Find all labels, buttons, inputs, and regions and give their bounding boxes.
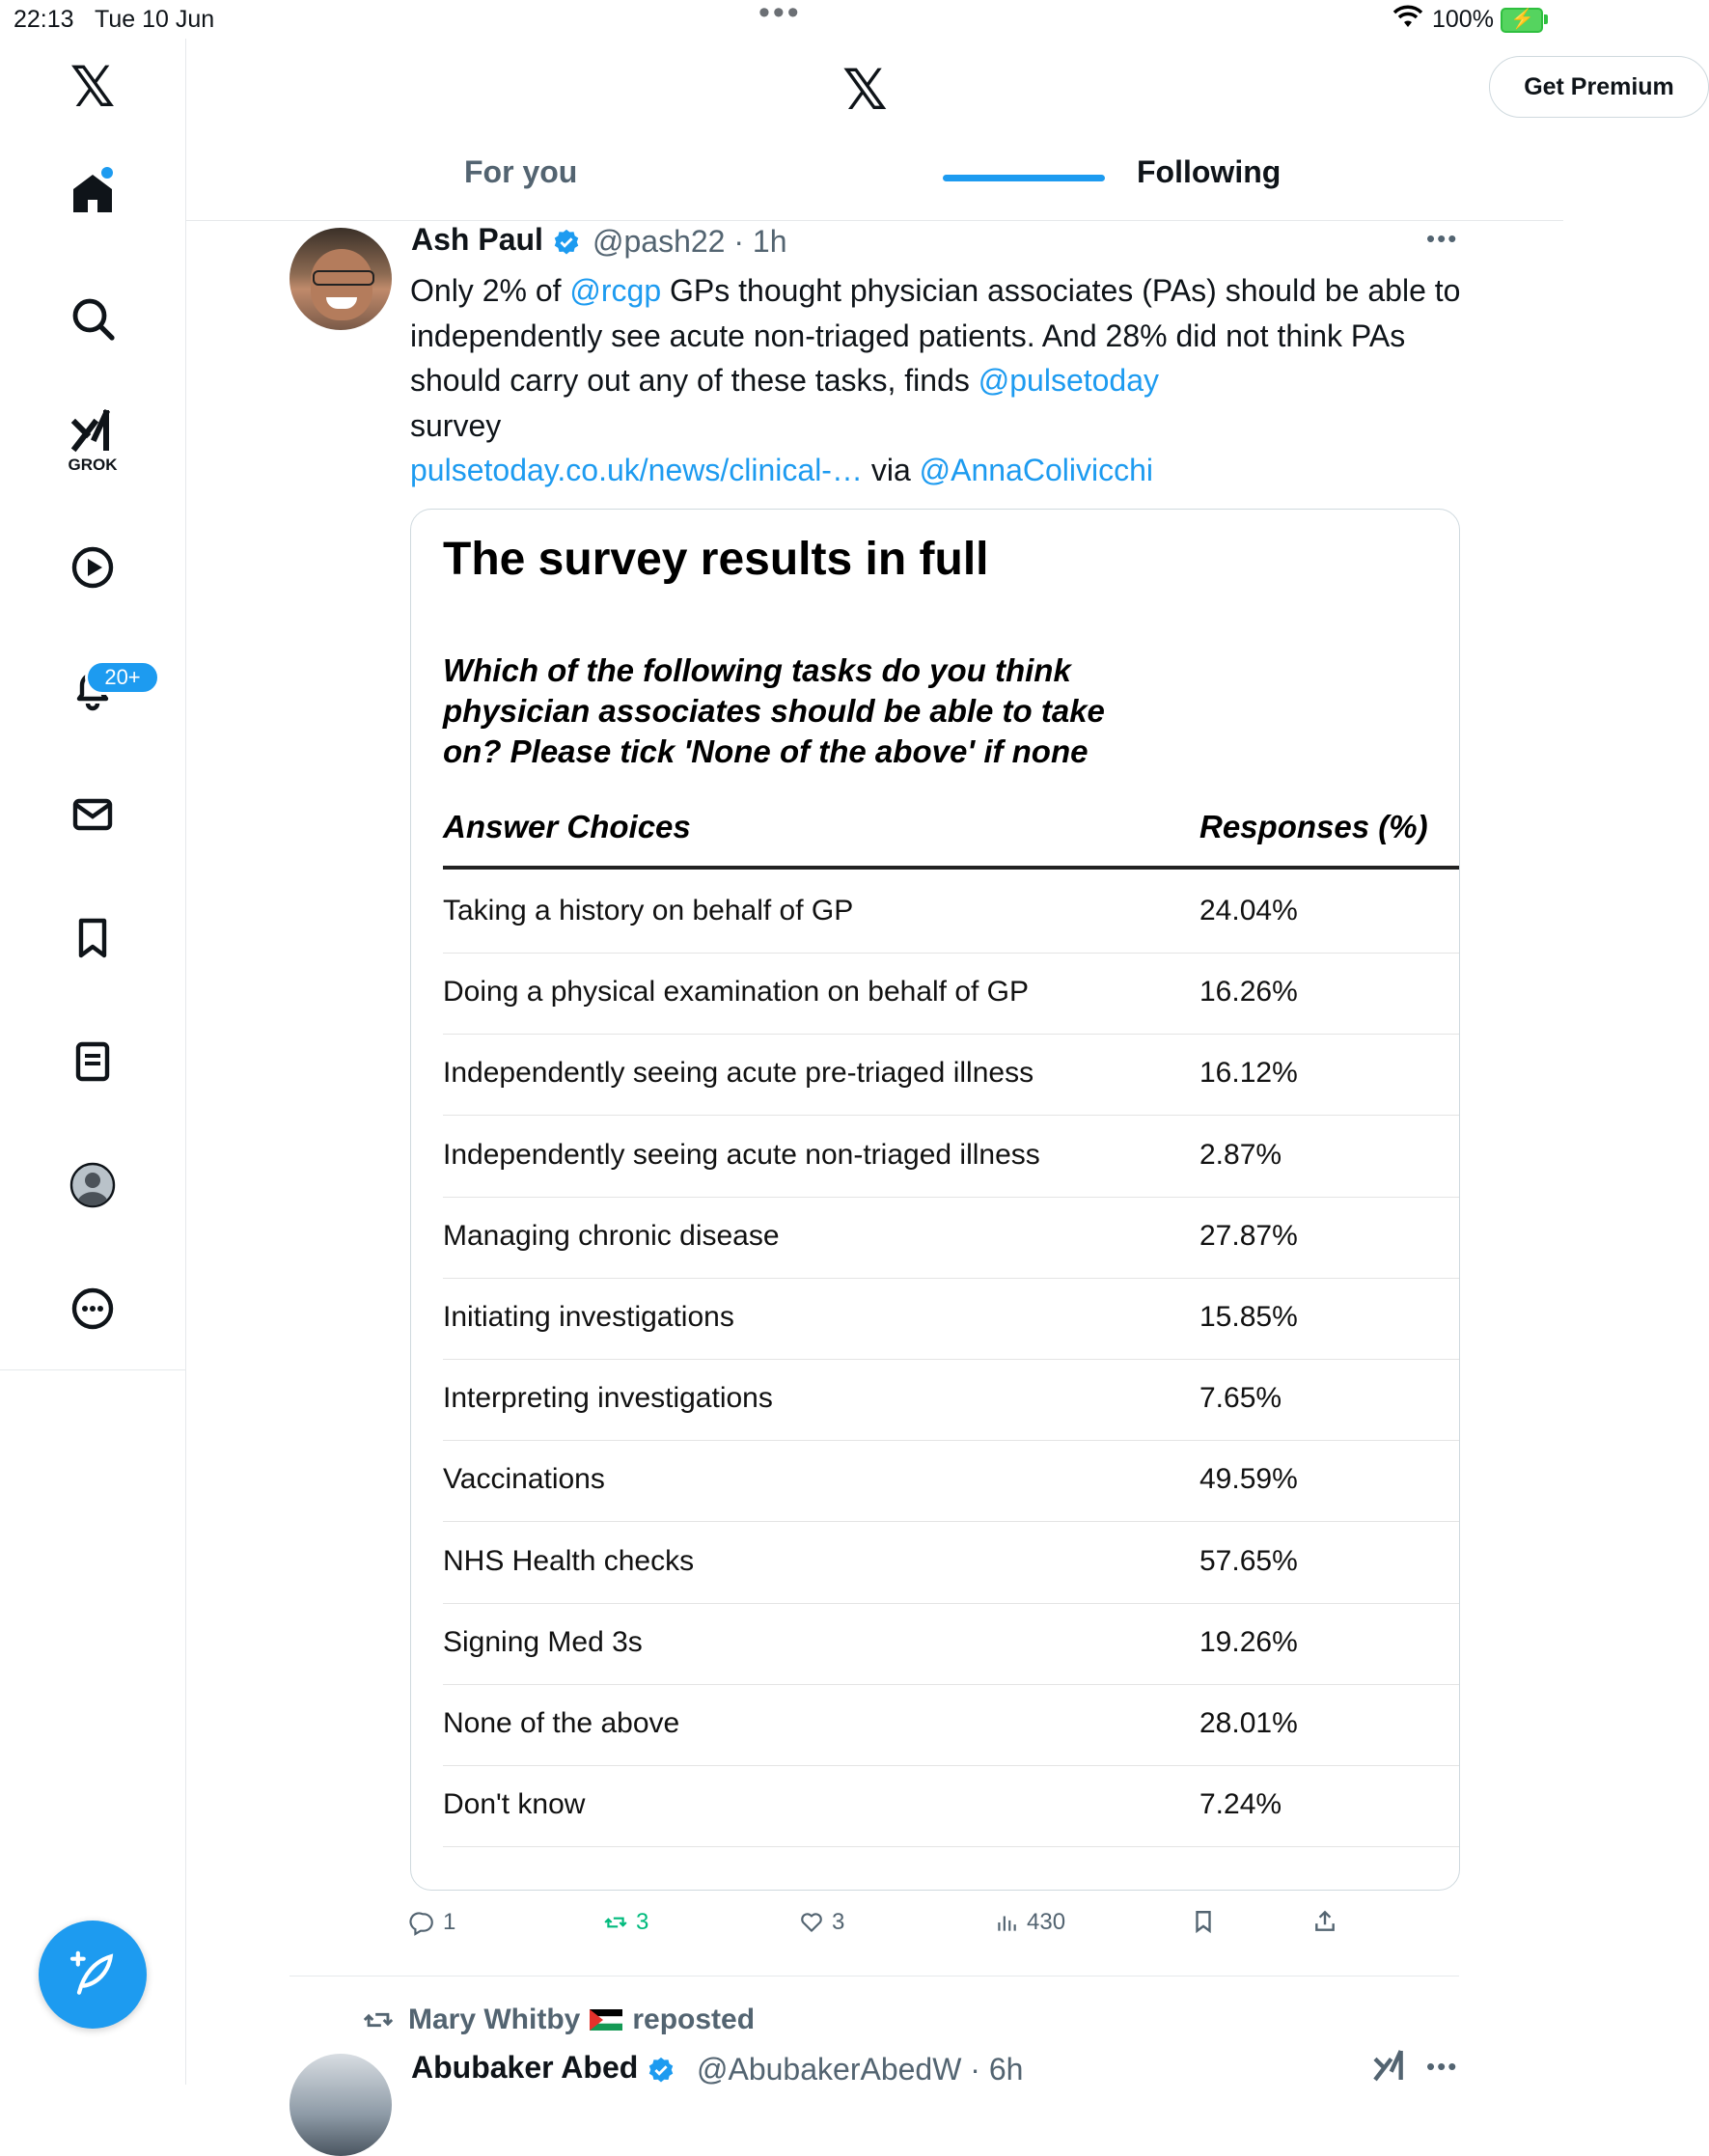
- tweet-more-icon[interactable]: •••: [1426, 2052, 1459, 2081]
- answer-choice: Don't know: [443, 1788, 586, 1821]
- grok-icon[interactable]: [54, 396, 131, 488]
- answer-choice: Independently seeing acute non-triaged illness: [443, 1138, 1040, 1171]
- response-percent: 2.87%: [1199, 1138, 1282, 1171]
- grok-icon[interactable]: [1370, 2046, 1409, 2089]
- table-row: [443, 871, 1459, 954]
- response-percent: 57.65%: [1199, 1544, 1298, 1577]
- table-row: [443, 1765, 1459, 1847]
- url-link[interactable]: pulsetoday.co.uk/news/clinical-…: [410, 453, 863, 487]
- reposted-label: reposted: [632, 2004, 756, 2035]
- tab-following[interactable]: Following: [1137, 154, 1282, 189]
- notifications-badge: 20+: [85, 660, 160, 695]
- status-bar: [0, 0, 1563, 39]
- table-row: [443, 1440, 1459, 1522]
- tweet-author-row[interactable]: [411, 222, 581, 258]
- search-icon[interactable]: [54, 280, 131, 357]
- sidebar-divider: [0, 1369, 185, 1370]
- bookmark-button[interactable]: [1191, 1909, 1224, 1934]
- view-count: 430: [1027, 1909, 1066, 1935]
- response-percent: 49.59%: [1199, 1463, 1298, 1496]
- analytics-icon: [994, 1910, 1019, 1935]
- text-part: via: [862, 453, 920, 487]
- table-row: [443, 1116, 1459, 1198]
- column-header-answers: Answer Choices: [443, 809, 691, 844]
- table-row: [443, 1522, 1459, 1604]
- table-row: [443, 1278, 1459, 1360]
- author-handle[interactable]: @AbubakerAbedW: [697, 2052, 962, 2087]
- reply-count: 1: [443, 1909, 456, 1935]
- table-row: [443, 1034, 1459, 1116]
- home-icon[interactable]: [54, 154, 131, 232]
- status-time: 22:13: [14, 6, 74, 33]
- table-row: [443, 953, 1459, 1035]
- repost-icon: [362, 2004, 395, 2036]
- reposter-name[interactable]: Mary Whitby: [408, 2004, 581, 2035]
- status-date: Tue 10 Jun: [95, 6, 215, 33]
- table-row: [443, 1603, 1459, 1685]
- answer-choice: None of the above: [443, 1707, 680, 1739]
- avatar[interactable]: [289, 228, 392, 330]
- battery-nub: [1544, 14, 1548, 24]
- share-button[interactable]: [1312, 1909, 1345, 1934]
- author-handle[interactable]: @pash22: [593, 224, 726, 259]
- repost-icon: [603, 1910, 628, 1935]
- tweet-handle-time: @pash22 · 1h: [593, 224, 787, 259]
- tweet-handle-time: @AbubakerAbedW · 6h: [697, 2052, 1024, 2087]
- tab-for-you[interactable]: For you: [464, 154, 578, 189]
- x-logo-icon[interactable]: 𝕏: [69, 54, 116, 120]
- tweet-time[interactable]: 6h: [988, 2052, 1024, 2087]
- mention-link[interactable]: @rcgp: [569, 273, 662, 308]
- like-count: 3: [832, 1909, 845, 1935]
- heart-icon: [799, 1910, 824, 1935]
- response-percent: 24.04%: [1199, 895, 1298, 926]
- answer-choice: Taking a history on behalf of GP: [443, 895, 854, 926]
- repost-count: 3: [636, 1909, 649, 1935]
- response-percent: 16.12%: [1199, 1057, 1298, 1090]
- video-icon[interactable]: [54, 529, 131, 606]
- table-row: [443, 1197, 1459, 1279]
- like-button[interactable]: [799, 1909, 844, 1936]
- verified-badge-icon: [647, 2056, 675, 2085]
- lists-icon[interactable]: [54, 1023, 131, 1100]
- get-premium-button[interactable]: Get Premium: [1489, 56, 1709, 118]
- text-part: GPs thought physician associates (PAs) should be able to independently see acute non-triaged patients. And 28% did not think PAs should carry out any of these tasks, finds: [410, 273, 1461, 398]
- response-percent: 16.26%: [1199, 976, 1298, 1009]
- mail-icon[interactable]: [54, 776, 131, 853]
- tweet-image-card[interactable]: [410, 509, 1460, 1891]
- x-logo-icon[interactable]: 𝕏: [842, 57, 888, 123]
- tweet-text: [410, 268, 1462, 493]
- wifi-icon: [1393, 6, 1422, 36]
- bookmark-icon: [1191, 1909, 1216, 1934]
- response-percent: 7.24%: [1199, 1788, 1282, 1821]
- palestine-flag-icon: [590, 2009, 622, 2031]
- response-percent: 19.26%: [1199, 1625, 1298, 1658]
- answer-choice: Doing a physical examination on behalf of GP: [443, 976, 1030, 1009]
- mention-link[interactable]: @AnnaColivicchi: [919, 453, 1153, 487]
- mention-link[interactable]: @pulsetoday: [978, 363, 1160, 398]
- home-notification-dot: [101, 167, 113, 179]
- views-button[interactable]: [994, 1909, 1065, 1936]
- profile-icon[interactable]: [54, 1147, 131, 1224]
- grok-label: GROK: [68, 456, 118, 474]
- repost-context[interactable]: [362, 2004, 755, 2036]
- reply-icon: [410, 1910, 435, 1935]
- author-name[interactable]: Abubaker Abed: [411, 2050, 639, 2085]
- response-percent: 15.85%: [1199, 1301, 1298, 1333]
- answer-choice: Vaccinations: [443, 1463, 605, 1496]
- text-part: Only 2% of: [410, 273, 570, 308]
- answer-choice: Independently seeing acute pre-triaged illness: [443, 1057, 1034, 1090]
- column-header-responses: Responses (%): [1199, 809, 1428, 844]
- table-row: [443, 1359, 1459, 1441]
- text-part: survey: [410, 407, 502, 443]
- answer-choice: Interpreting investigations: [443, 1382, 773, 1415]
- survey-question: Which of the following tasks do you think physician associates should be able to take on? Please tick 'None of the above' if none: [443, 652, 1105, 769]
- response-percent: 7.65%: [1199, 1382, 1282, 1415]
- response-percent: 28.01%: [1199, 1707, 1298, 1739]
- timeline-header: [186, 39, 1674, 221]
- table-row: [443, 1684, 1459, 1766]
- tweet-author-row[interactable]: [411, 2050, 675, 2086]
- tweet-time[interactable]: 1h: [752, 224, 787, 259]
- author-name[interactable]: Ash Paul: [411, 222, 543, 257]
- battery-icon: ⚡: [1501, 8, 1543, 33]
- verified-badge-icon: [552, 228, 581, 257]
- response-percent: 27.87%: [1199, 1219, 1298, 1252]
- share-icon: [1312, 1909, 1337, 1934]
- compose-post-button[interactable]: [39, 1921, 147, 2029]
- more-icon[interactable]: [54, 1270, 131, 1347]
- header-rule: [443, 866, 1459, 870]
- answer-choice: NHS Health checks: [443, 1544, 695, 1577]
- tweet-more-icon[interactable]: •••: [1426, 224, 1459, 253]
- bookmark-icon[interactable]: [54, 899, 131, 977]
- battery-percent: 100%: [1432, 6, 1494, 33]
- reply-button[interactable]: [410, 1909, 455, 1936]
- answer-choice: Signing Med 3s: [443, 1625, 643, 1658]
- compose-feather-icon: [66, 1948, 120, 2002]
- multitasking-dots-icon[interactable]: •••: [758, 0, 802, 31]
- active-tab-indicator: [943, 175, 1105, 181]
- repost-button[interactable]: [603, 1909, 648, 1936]
- answer-choice: Initiating investigations: [443, 1301, 734, 1333]
- avatar[interactable]: [289, 2054, 392, 2156]
- answer-choice: Managing chronic disease: [443, 1219, 780, 1252]
- card-title: The survey results in full: [443, 534, 989, 585]
- sidebar-border: [185, 1370, 186, 2085]
